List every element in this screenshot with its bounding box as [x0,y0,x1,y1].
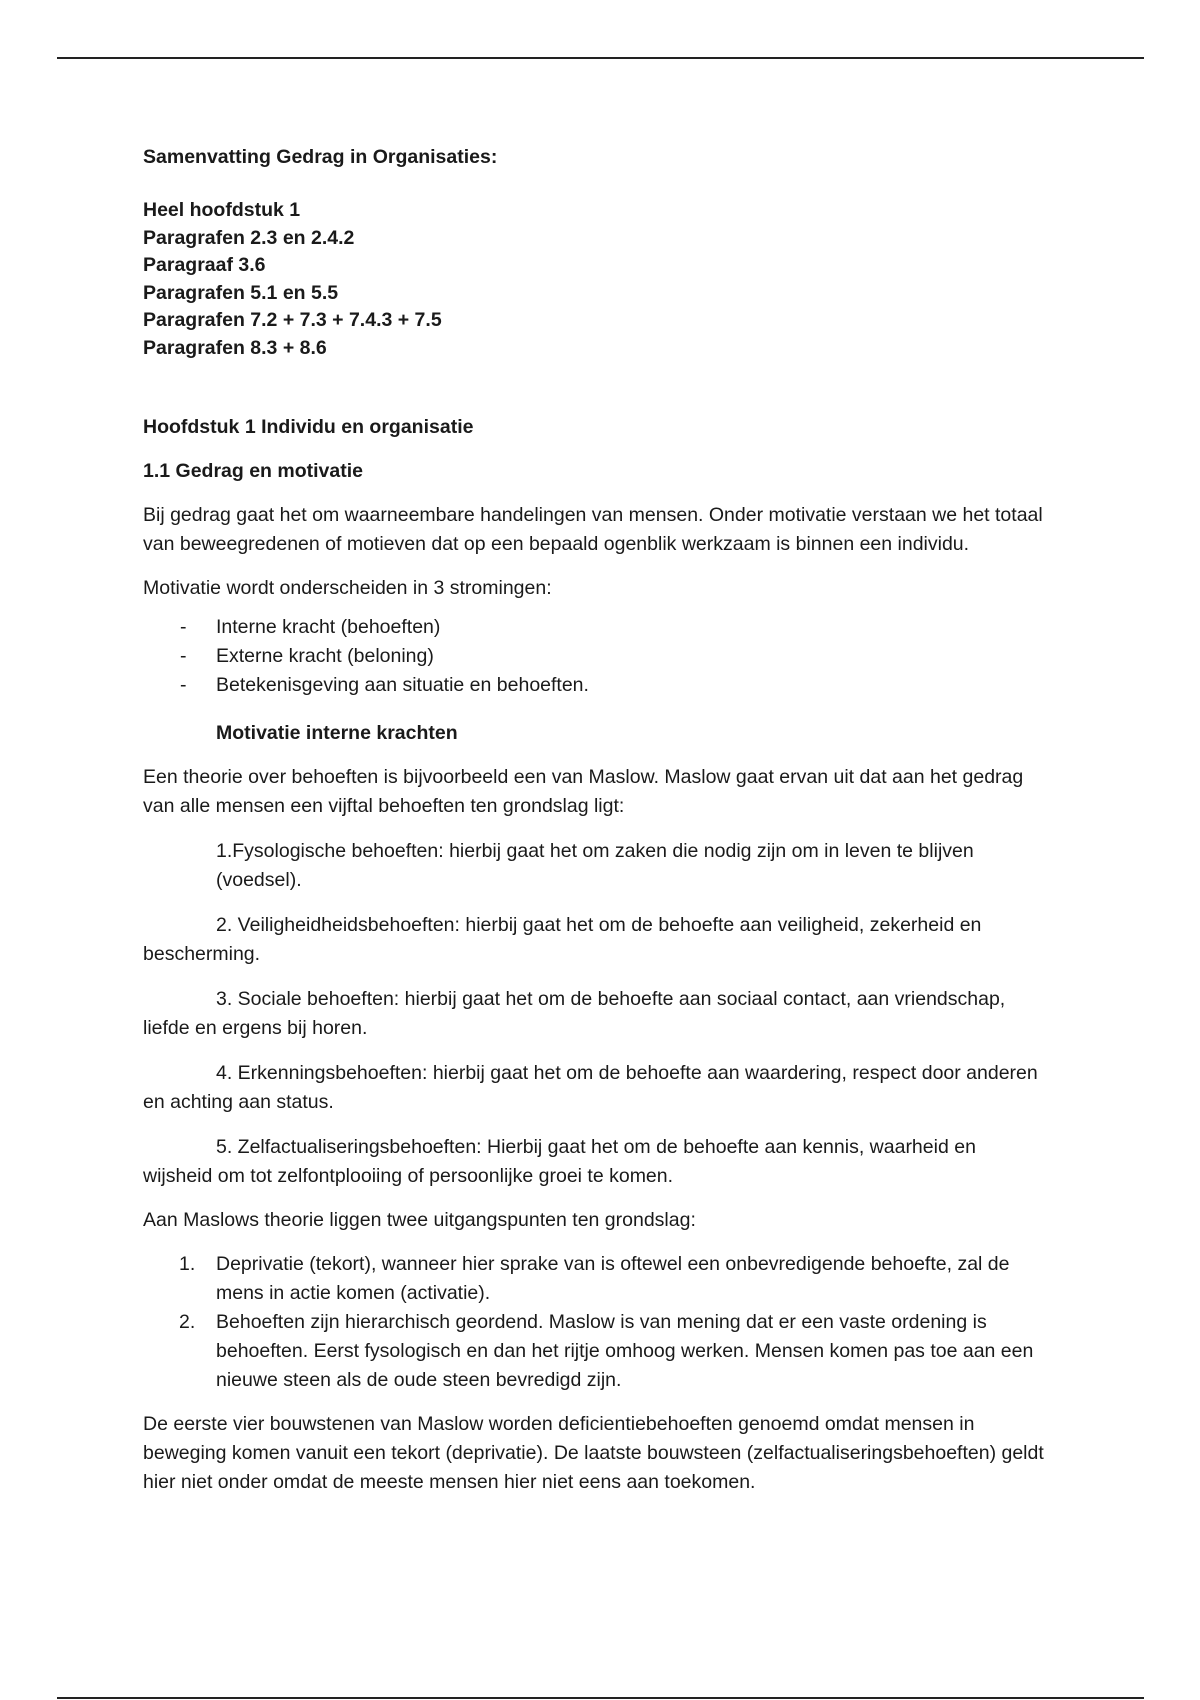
document-title: Samenvatting Gedrag in Organisaties: [143,146,498,168]
streams-list [143,613,1048,700]
premises-list [143,1250,1048,1395]
scope-item: Paragrafen 2.3 en 2.4.2 [143,226,355,249]
list-item [143,671,1048,700]
list-item-text: Externe kracht (beloning) [216,645,434,667]
footer-rule [57,1697,1144,1699]
list-item-text: Interne kracht (behoeften) [216,616,441,638]
document-page [143,143,1048,1497]
dash-bullet: - [180,645,187,667]
need-item: 5. Zelfactualiseringsbehoeften: Hierbij gaat het om de behoefte aan kennis, waarheid en wijsheid om tot zelfontplooiing of persoonlijke groei te komen. [143,1136,976,1187]
list-item [143,1308,1048,1395]
premises-intro: Aan Maslows theorie liggen twee uitgangspunten ten grondslag: [143,1209,696,1231]
section-heading: 1.1 Gedrag en motivatie [143,460,363,482]
scope-item: Heel hoofdstuk 1 [143,199,301,221]
dash-bullet: - [180,674,187,696]
maslow-intro: Een theorie over behoeften is bijvoorbeeld een van Maslow. Maslow gaat ervan uit dat aan het gedrag van alle mensen een vijftal behoeften ten grondslag ligt: [143,766,1024,817]
list-item-text: Behoeften zijn hierarchisch geordend. Maslow is van mening dat er een vaste ordening is behoeften. Eerst fysologisch en dan het rijtje omhoog werken. Mensen komen pas toe aan een nieuwe steen als de oude steen bevredigd zijn. [216,1311,1034,1391]
closing-paragraph: De eerste vier bouwstenen van Maslow worden deficientiebehoeften genoemd omdat mensen in beweging komen vanuit een tekort (deprivatie). De laatste bouwsteen (zelfactualiseringsbehoeften) geldt hier niet onder omdat de meeste mensen hier niet eens aan toekomen. [143,1413,1044,1493]
list-item [143,613,1048,642]
list-item [143,642,1048,671]
scope-item: Paragraaf 3.6 [143,254,266,276]
subheading: Motivatie interne krachten [216,722,458,744]
list-item-text: Betekenisgeving aan situatie en behoeften. [216,674,589,696]
dash-bullet: - [180,616,187,638]
need-item: 2. Veiligheidheidsbehoeften: hierbij gaat het om de behoefte aan veiligheid, zekerheid en bescherming. [143,914,982,965]
scope-item: Paragrafen 5.1 en 5.5 [143,281,339,304]
chapter-heading: Hoofdstuk 1 Individu en organisatie [143,416,474,438]
streams-intro: Motivatie wordt onderscheiden in 3 stromingen: [143,577,552,599]
list-number: 1. [179,1253,196,1275]
header-rule [57,57,1144,59]
scope-item: Paragrafen 8.3 + 8.6 [143,336,327,359]
list-number: 2. [179,1311,196,1333]
scope-list [143,197,1048,362]
list-item [143,1250,1048,1308]
intro-paragraph: Bij gedrag gaat het om waarneembare handelingen van mensen. Onder motivatie verstaan we het totaal van beweegredenen of motieven dat op een bepaald ogenblik werkzaam is binnen een individu. [143,504,1043,555]
need-item: 1.Fysologische behoeften: hierbij gaat het om zaken die nodig zijn om in leven te blijven (voedsel). [216,840,974,891]
scope-item: Paragrafen 7.2 + 7.3 + 7.4.3 + 7.5 [143,309,442,331]
need-item: 4. Erkenningsbehoeften: hierbij gaat het om de behoefte aan waardering, respect door anderen en achting aan status. [143,1062,1038,1113]
need-item: 3. Sociale behoeften: hierbij gaat het om de behoefte aan sociaal contact, aan vriendschap, liefde en ergens bij horen. [143,988,1006,1039]
list-item-text: Deprivatie (tekort), wanneer hier sprake van is oftewel een onbevredigende behoefte, zal de mens in actie komen (activatie). [216,1253,1010,1304]
